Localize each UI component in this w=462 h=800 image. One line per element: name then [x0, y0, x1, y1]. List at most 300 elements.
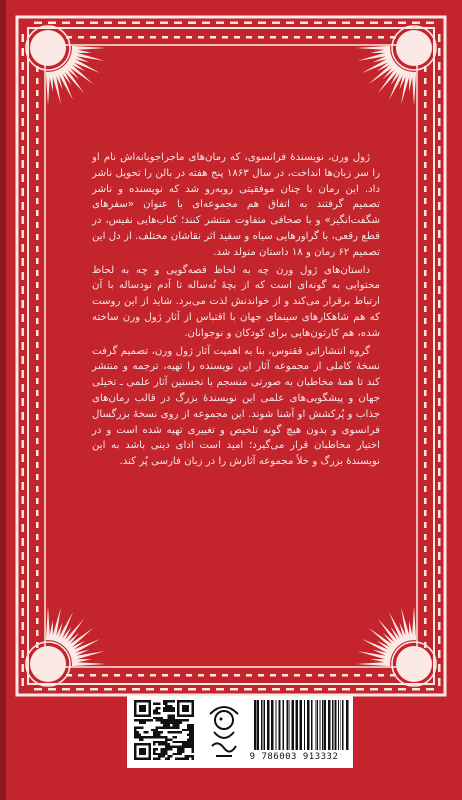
qr-module — [170, 705, 172, 707]
qr-module — [156, 741, 158, 743]
qr-module — [160, 753, 162, 755]
border-dash — [230, 22, 238, 25]
barcode-bar — [292, 700, 294, 750]
border-dash — [438, 272, 441, 280]
barcode-bar — [304, 700, 305, 750]
border-dash — [438, 146, 441, 154]
qr-module — [182, 746, 184, 748]
qr-module — [192, 731, 194, 733]
inner-dash — [330, 36, 336, 39]
border-dash — [22, 412, 25, 420]
qr-finder-core — [182, 705, 189, 712]
inner-dash — [282, 36, 288, 39]
qr-module — [168, 714, 170, 716]
qr-module — [170, 700, 172, 702]
qr-module — [146, 736, 148, 738]
inner-dash — [424, 234, 427, 240]
border-dash — [438, 566, 441, 574]
qr-module — [163, 726, 165, 728]
qr-module — [156, 734, 158, 736]
barcode-bar — [279, 700, 281, 750]
inner-dash — [270, 36, 276, 39]
qr-module — [160, 750, 162, 752]
inner-dash — [424, 186, 427, 192]
border-dash — [438, 118, 441, 126]
barcode-bar — [261, 700, 263, 750]
inner-dash — [36, 210, 39, 216]
border-dash — [438, 216, 441, 224]
qr-module — [163, 722, 165, 724]
inner-dash — [424, 318, 427, 324]
inner-dash — [36, 222, 39, 228]
qr-module — [156, 717, 158, 719]
inner-dash — [36, 150, 39, 156]
border-dash — [286, 22, 294, 25]
barcode-bar — [296, 700, 298, 750]
border-dash — [438, 594, 441, 602]
qr-module — [192, 738, 194, 740]
qr-module — [151, 736, 153, 738]
qr-module — [158, 719, 160, 721]
qr-module — [180, 753, 182, 755]
barcode-bar — [332, 700, 334, 750]
border-dash — [160, 22, 168, 25]
qr-module — [165, 710, 167, 712]
qr-module — [165, 758, 167, 760]
inner-dash — [36, 402, 39, 408]
border-dash — [342, 688, 350, 691]
inner-dash — [36, 138, 39, 144]
qr-module — [139, 719, 141, 721]
inner-dash — [36, 234, 39, 240]
border-dash — [438, 454, 441, 462]
barcode-bar — [334, 700, 336, 750]
inner-dash — [424, 90, 427, 96]
border-dash — [202, 22, 210, 25]
qr-module — [168, 731, 170, 733]
qr-module — [189, 731, 191, 733]
inner-dash — [36, 366, 39, 372]
qr-module — [175, 724, 177, 726]
inner-dash — [424, 126, 427, 132]
inner-dash — [36, 438, 39, 444]
qr-module — [144, 731, 146, 733]
qr-module — [136, 731, 138, 733]
corner-sun-disc — [396, 30, 432, 66]
qr-module — [158, 717, 160, 719]
qr-module — [170, 719, 172, 721]
border-dash — [438, 622, 441, 630]
qr-module — [153, 736, 155, 738]
border-dash — [22, 342, 25, 350]
inner-dash — [162, 36, 168, 39]
border-dash — [258, 22, 266, 25]
border-dash — [244, 22, 252, 25]
qr-code-icon — [134, 700, 194, 760]
qr-module — [156, 753, 158, 755]
border-dash — [90, 688, 98, 691]
qr-module — [141, 719, 143, 721]
qr-module — [134, 734, 136, 736]
qr-module — [153, 729, 155, 731]
border-dash — [438, 496, 441, 504]
inner-dash — [36, 426, 39, 432]
inner-dash — [424, 618, 427, 624]
qr-module — [175, 731, 177, 733]
barcode-bar — [300, 700, 302, 750]
qr-module — [184, 729, 186, 731]
inner-dash — [36, 474, 39, 480]
inner-dash — [294, 674, 300, 677]
border-dash — [22, 104, 25, 112]
border-dash — [104, 22, 112, 25]
barcode-bar — [276, 700, 277, 750]
qr-module — [192, 758, 194, 760]
qr-module — [168, 748, 170, 750]
border-dash — [438, 342, 441, 350]
inner-dash — [36, 102, 39, 108]
qr-module — [158, 736, 160, 738]
inner-dash — [36, 342, 39, 348]
border-dash — [438, 608, 441, 616]
border-dash — [438, 678, 441, 686]
border-dash — [370, 688, 378, 691]
qr-module — [182, 719, 184, 721]
border-dash — [22, 594, 25, 602]
inner-dash — [36, 186, 39, 192]
qr-module — [182, 743, 184, 745]
inner-dash — [36, 570, 39, 576]
border-dash — [22, 328, 25, 336]
qr-module — [189, 734, 191, 736]
inner-dash — [318, 674, 324, 677]
border-dash — [412, 688, 420, 691]
inner-dash — [424, 390, 427, 396]
inner-dash — [424, 282, 427, 288]
border-dash — [22, 118, 25, 126]
border-dash — [314, 22, 322, 25]
border-dash — [438, 160, 441, 168]
border-dash — [34, 22, 42, 25]
qr-module — [177, 731, 179, 733]
qr-module — [141, 726, 143, 728]
inner-dash — [198, 674, 204, 677]
inner-dash — [270, 674, 276, 677]
corner-sun-ray — [46, 72, 50, 106]
border-dash — [174, 688, 182, 691]
qr-module — [192, 726, 194, 728]
qr-module — [163, 743, 165, 745]
qr-module — [160, 748, 162, 750]
corner-sun-ray — [356, 46, 390, 50]
qr-module — [172, 707, 174, 709]
border-dash — [22, 454, 25, 462]
qr-module — [170, 755, 172, 757]
border-dash — [22, 636, 25, 644]
barcode-bar — [328, 700, 330, 750]
qr-module — [153, 750, 155, 752]
inner-dash — [90, 674, 96, 677]
border-dash — [22, 622, 25, 630]
inner-dash — [198, 36, 204, 39]
qr-module — [170, 707, 172, 709]
qr-module — [182, 741, 184, 743]
inner-dash — [378, 674, 384, 677]
qr-module — [168, 738, 170, 740]
qr-module — [175, 722, 177, 724]
qr-module — [136, 736, 138, 738]
corner-sun-disc — [30, 30, 66, 66]
qr-module — [177, 719, 179, 721]
border-dash — [438, 468, 441, 476]
inner-dash — [174, 36, 180, 39]
inner-dash — [36, 486, 39, 492]
qr-module — [160, 736, 162, 738]
qr-module — [163, 753, 165, 755]
qr-module — [165, 726, 167, 728]
qr-module — [189, 741, 191, 743]
border-dash — [370, 22, 378, 25]
inner-dash — [36, 390, 39, 396]
inner-dash — [210, 36, 216, 39]
inner-dash — [306, 674, 312, 677]
inner-dash — [424, 630, 427, 636]
qr-module — [168, 743, 170, 745]
qr-module — [172, 741, 174, 743]
qr-module — [160, 755, 162, 757]
qr-module — [180, 750, 182, 752]
border-dash — [438, 132, 441, 140]
inner-dash — [366, 36, 372, 39]
qr-module — [158, 741, 160, 743]
inner-dash — [102, 674, 108, 677]
qr-module — [172, 736, 174, 738]
inner-dash — [424, 546, 427, 552]
qr-module — [168, 746, 170, 748]
inner-dash — [424, 354, 427, 360]
border-dash — [22, 202, 25, 210]
qr-module — [151, 719, 153, 721]
qr-finder-core — [139, 705, 146, 712]
qr-module — [160, 731, 162, 733]
border-dash — [300, 688, 308, 691]
border-dash — [356, 22, 364, 25]
border-dash — [438, 300, 441, 308]
qr-module — [187, 734, 189, 736]
qr-module — [192, 724, 194, 726]
qr-module — [153, 734, 155, 736]
qr-module — [182, 748, 184, 750]
border-dash — [90, 22, 98, 25]
border-dash — [438, 104, 441, 112]
inner-dash — [36, 198, 39, 204]
qr-module — [180, 748, 182, 750]
barcode-bar — [324, 700, 326, 750]
border-dash — [384, 688, 392, 691]
qr-module — [192, 755, 194, 757]
qr-module — [172, 717, 174, 719]
inner-dash — [150, 674, 156, 677]
qr-module — [144, 722, 146, 724]
border-dash — [438, 664, 441, 672]
barcode-bar — [289, 700, 290, 750]
qr-module — [189, 738, 191, 740]
qr-module — [172, 700, 174, 702]
qr-module — [163, 702, 165, 704]
qr-module — [189, 755, 191, 757]
qr-module — [192, 743, 194, 745]
qr-module — [168, 705, 170, 707]
inner-dash — [36, 354, 39, 360]
inner-dash — [222, 674, 228, 677]
qr-module — [187, 719, 189, 721]
qr-module — [163, 748, 165, 750]
border-dash — [272, 688, 280, 691]
border-dash — [438, 62, 441, 70]
qr-module — [187, 726, 189, 728]
inner-dash — [318, 36, 324, 39]
inner-dash — [126, 674, 132, 677]
qr-module — [148, 736, 150, 738]
barcode-bar — [283, 700, 285, 750]
inner-dash — [342, 36, 348, 39]
border-dash — [438, 314, 441, 322]
qr-module — [189, 746, 191, 748]
inner-dash — [114, 36, 120, 39]
inner-dash — [90, 36, 96, 39]
qr-module — [192, 746, 194, 748]
border-dash — [118, 688, 126, 691]
border-dash — [22, 566, 25, 574]
barcode-bar — [263, 700, 265, 750]
qr-module — [165, 750, 167, 752]
inner-dash — [246, 674, 252, 677]
qr-module — [165, 748, 167, 750]
qr-module — [136, 726, 138, 728]
border-dash — [22, 468, 25, 476]
border-dash — [22, 608, 25, 616]
inner-dash — [294, 36, 300, 39]
border-dash — [118, 22, 126, 25]
inner-dash — [424, 162, 427, 168]
inner-dash — [424, 582, 427, 588]
border-dash — [438, 328, 441, 336]
border-dash — [300, 22, 308, 25]
inner-dash — [36, 330, 39, 336]
qr-module — [177, 722, 179, 724]
border-dash — [438, 440, 441, 448]
qr-module — [180, 746, 182, 748]
qr-module — [158, 734, 160, 736]
inner-dash — [78, 674, 84, 677]
qr-module — [184, 758, 186, 760]
qr-module — [139, 736, 141, 738]
inner-dash — [342, 674, 348, 677]
qr-module — [146, 731, 148, 733]
inner-dash — [234, 36, 240, 39]
qr-module — [177, 753, 179, 755]
qr-module — [177, 724, 179, 726]
qr-module — [160, 722, 162, 724]
barcode-bar — [286, 700, 288, 750]
inner-dash — [150, 36, 156, 39]
border-dash — [230, 688, 238, 691]
corner-sun-ray — [412, 72, 416, 106]
qr-module — [170, 714, 172, 716]
border-dash — [438, 48, 441, 56]
qr-module — [163, 736, 165, 738]
qr-module — [165, 738, 167, 740]
inner-dash — [162, 674, 168, 677]
qr-module — [151, 729, 153, 731]
inner-dash — [424, 438, 427, 444]
border-dash — [272, 22, 280, 25]
border-dash — [22, 90, 25, 98]
inner-dash — [36, 498, 39, 504]
qr-module — [134, 726, 136, 728]
inner-dash — [424, 138, 427, 144]
inner-dash — [424, 246, 427, 252]
qr-module — [160, 726, 162, 728]
inner-dash — [36, 318, 39, 324]
border-dash — [146, 688, 154, 691]
qr-module — [175, 736, 177, 738]
qr-module — [175, 741, 177, 743]
border-dash — [438, 258, 441, 266]
border-dash — [22, 426, 25, 434]
qr-module — [153, 731, 155, 733]
inner-dash — [424, 426, 427, 432]
barcode-bar — [340, 700, 341, 750]
qr-module — [153, 753, 155, 755]
inner-dash — [424, 306, 427, 312]
qr-module — [165, 707, 167, 709]
border-dash — [22, 496, 25, 504]
border-dash — [216, 688, 224, 691]
inner-dash — [36, 462, 39, 468]
inner-dash — [306, 36, 312, 39]
inner-dash — [424, 594, 427, 600]
inner-dash — [354, 36, 360, 39]
border-dash — [48, 22, 56, 25]
border-dash — [438, 510, 441, 518]
border-dash — [22, 580, 25, 588]
qr-module — [156, 729, 158, 731]
qr-module — [180, 722, 182, 724]
qr-module — [192, 729, 194, 731]
inner-dash — [424, 486, 427, 492]
qr-module — [168, 710, 170, 712]
qr-module — [177, 748, 179, 750]
inner-dash — [36, 294, 39, 300]
qr-module — [170, 726, 172, 728]
inner-dash — [36, 270, 39, 276]
qr-module — [184, 719, 186, 721]
qr-module — [168, 755, 170, 757]
qr-module — [165, 705, 167, 707]
border-dash — [438, 188, 441, 196]
inner-dash — [210, 674, 216, 677]
qr-module — [153, 702, 155, 704]
barcode-bar — [316, 700, 318, 750]
qr-module — [168, 719, 170, 721]
qr-module — [163, 707, 165, 709]
border-dash — [328, 22, 336, 25]
inner-dash — [424, 150, 427, 156]
qr-module — [158, 726, 160, 728]
qr-module — [182, 750, 184, 752]
border-dash — [398, 22, 406, 25]
